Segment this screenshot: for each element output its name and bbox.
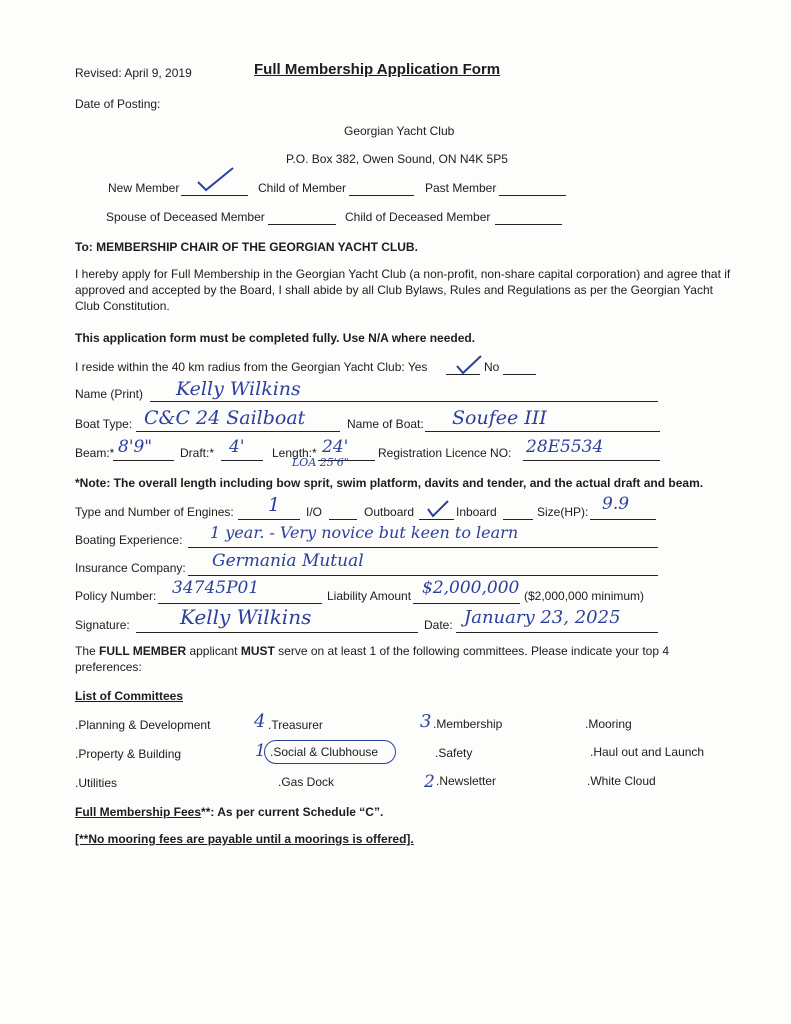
liability-label: Liability Amount	[327, 589, 412, 603]
committee-gasdock: .Gas Dock	[278, 775, 335, 789]
draft-line[interactable]	[221, 460, 263, 461]
residence-question: I reside within the 40 km radius from the Georgian Yacht Club: Yes	[75, 360, 428, 374]
experience-label: Boating Experience:	[75, 533, 183, 547]
beam-line[interactable]	[113, 460, 174, 461]
new-member-line[interactable]	[181, 195, 248, 196]
committee-membership-rank: 3	[420, 711, 432, 732]
committee-treasurer: .Treasurer	[268, 718, 323, 732]
committee-planning: .Planning & Development	[75, 718, 211, 732]
experience-value: 1 year. - Very novice but keen to learn	[210, 523, 519, 542]
child-deceased-line[interactable]	[495, 224, 562, 225]
policy-line[interactable]	[158, 603, 322, 604]
draft-value: 4'	[229, 437, 245, 457]
policy-label: Policy Number:	[75, 589, 157, 603]
registration-line[interactable]	[523, 460, 660, 461]
residence-no-line[interactable]	[503, 374, 536, 375]
registration-value: 28E5534	[526, 437, 604, 457]
committee-membership: .Membership	[433, 717, 503, 731]
committee-instruction: The FULL MEMBER applicant MUST serve on at least 1 of the following committees. Please indicate your top 4	[75, 644, 670, 658]
registration-label: Registration Licence NO:	[378, 446, 512, 460]
committee-social-rank: 1	[255, 741, 266, 761]
committee-social: .Social & Clubhouse	[270, 745, 379, 759]
date-value: January 23, 2025	[464, 607, 621, 628]
size-line[interactable]	[590, 519, 656, 520]
instruction: This application form must be completed fully. Use N/A where needed.	[75, 331, 476, 345]
intro-paragraph: I hereby apply for Full Membership in the Georgian Yacht Club (a non-profit, non-share capital corporation) and agree that if approved and accepted by the Board, I shall abide by all Club Bylaws, Rules and Regulations as per the Georgian Yacht Club Constitution.	[75, 267, 731, 313]
child-of-member-line[interactable]	[349, 195, 414, 196]
name-label: Name (Print)	[75, 387, 144, 401]
name-line[interactable]	[150, 401, 658, 402]
new-member-check-icon	[196, 166, 236, 194]
boat-type-line[interactable]	[136, 431, 340, 432]
committee-haulout: .Haul out and Launch	[590, 745, 705, 759]
boat-type-value: C&C 24 Sailboat	[144, 407, 306, 429]
committee-whitecloud: .White Cloud	[587, 774, 656, 788]
date-label: Date:	[424, 618, 453, 632]
past-member-line[interactable]	[499, 195, 566, 196]
liability-line[interactable]	[413, 603, 520, 604]
spouse-deceased-label: Spouse of Deceased Member	[106, 210, 265, 224]
form-title: Full Membership Application Form	[254, 61, 501, 78]
child-of-member-label: Child of Member	[258, 181, 347, 195]
residence-yes-check-icon	[455, 355, 483, 375]
membership-fees: Full Membership Fees**: As per current Schedule “C”.	[75, 805, 384, 819]
date-of-posting-label: Date of Posting:	[75, 97, 161, 111]
boat-name-line[interactable]	[425, 431, 660, 432]
liability-minimum: ($2,000,000 minimum)	[524, 589, 645, 603]
committee-utilities: .Utilities	[75, 776, 118, 790]
club-address: P.O. Box 382, Owen Sound, ON N4K 5P5	[286, 152, 508, 166]
inboard-line[interactable]	[503, 519, 533, 520]
overall-length-note: *Note: The overall length including bow sprit, swim platform, davits and tender, and the actual draft and beam.	[75, 476, 704, 490]
residence-no-label: No	[484, 360, 500, 374]
signature-value: Kelly Wilkins	[180, 605, 312, 629]
outboard-line[interactable]	[419, 519, 454, 520]
signature-line[interactable]	[136, 632, 418, 633]
io-line[interactable]	[329, 519, 357, 520]
boat-name-value: Soufee III	[452, 407, 547, 429]
committee-safety: .Safety	[435, 746, 473, 760]
date-line[interactable]	[456, 632, 658, 633]
new-member-label: New Member	[108, 181, 180, 195]
spouse-deceased-line[interactable]	[268, 224, 336, 225]
policy-value: 34745P01	[172, 578, 260, 598]
committee-treasurer-rank: 4	[254, 711, 266, 732]
insurance-value: Germania Mutual	[212, 551, 364, 571]
inboard-label: Inboard	[456, 505, 497, 519]
engines-count-value: 1	[268, 494, 281, 516]
experience-line[interactable]	[188, 547, 658, 548]
size-value: 9.9	[602, 494, 630, 514]
committee-property: .Property & Building	[75, 747, 182, 761]
beam-value: 8'9"	[118, 437, 153, 457]
liability-value: $2,000,000	[422, 578, 520, 598]
insurance-line[interactable]	[188, 575, 658, 576]
child-deceased-label: Child of Deceased Member	[345, 210, 491, 224]
length-label: Length:*	[272, 446, 317, 460]
committee-instruction-line2: preferences:	[75, 660, 142, 674]
signature-label: Signature:	[75, 618, 130, 632]
boat-type-label: Boat Type:	[75, 417, 133, 431]
length-value: 24'	[322, 437, 349, 457]
insurance-label: Insurance Company:	[75, 561, 186, 575]
club-name: Georgian Yacht Club	[344, 124, 455, 138]
draft-label: Draft:*	[180, 446, 215, 460]
engines-label: Type and Number of Engines:	[75, 505, 234, 519]
committee-newsletter-rank: 2	[424, 772, 435, 792]
outboard-label: Outboard	[364, 505, 415, 519]
to-line: To: MEMBERSHIP CHAIR OF THE GEORGIAN YACHT CLUB.	[75, 240, 418, 254]
committee-mooring: .Mooring	[585, 717, 632, 731]
past-member-label: Past Member	[425, 181, 497, 195]
beam-label: Beam:*	[75, 446, 115, 460]
io-label: I/O	[306, 505, 323, 519]
committee-newsletter: .Newsletter	[436, 774, 497, 788]
mooring-footnote: [**No mooring fees are payable until a moorings is offered].	[75, 832, 414, 846]
engines-count-line[interactable]	[238, 519, 300, 520]
length-loa-note: LOA 25'6"	[292, 456, 349, 469]
name-value: Kelly Wilkins	[176, 378, 301, 400]
boat-name-label: Name of Boat:	[347, 417, 424, 431]
revised-date: Revised: April 9, 2019	[75, 66, 192, 80]
size-label: Size(HP):	[537, 505, 589, 519]
committees-heading: List of Committees	[75, 689, 184, 703]
outboard-check-icon	[426, 500, 450, 518]
